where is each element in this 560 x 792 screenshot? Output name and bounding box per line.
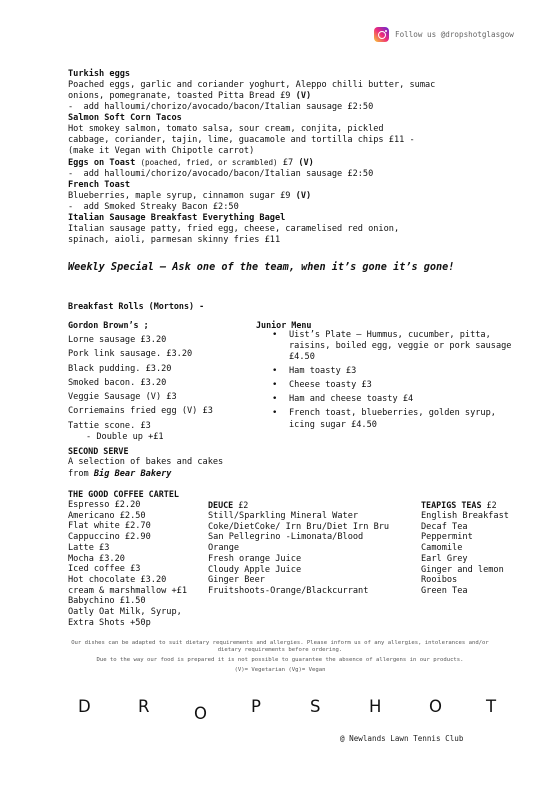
deuce-title: DEUCE xyxy=(208,500,234,510)
list-item: Smoked bacon. £3.20 xyxy=(68,377,167,388)
deuce-title-line xyxy=(208,500,418,511)
salmon-tacos-desc-3: (make it Vegan with Chipotle carrot) xyxy=(68,146,255,156)
list-item: • Ham and cheese toasty £4 xyxy=(272,394,522,405)
weekly-special: Weekly Special – Ask one of the team, when it’s gone it’s gone! xyxy=(68,262,455,273)
teapigs-price: £2 xyxy=(481,500,497,510)
breakfast-rolls-title: Breakfast Rolls (Mortons) - xyxy=(68,301,205,311)
disclaimer-line-2: Due to the way our food is prepared it is not possible to guarantee the absence of allergens in our products. xyxy=(96,657,464,663)
vegetarian-tag: (V) xyxy=(298,158,314,168)
list-item: Corriemains fried egg (V) £3 xyxy=(68,406,213,417)
deuce-section xyxy=(208,500,418,597)
french-toast-title: French Toast xyxy=(68,180,131,190)
list-item: Extra Shots +50p xyxy=(68,617,151,628)
list-item: Oatly Oat Milk, Syrup, xyxy=(68,607,182,618)
list-item: Fresh orange Juice xyxy=(208,553,302,564)
instagram-handle: Follow us @dropshotglasgow xyxy=(395,30,514,39)
logo-letter: H xyxy=(369,697,382,716)
eggs-on-toast-options: (poached, fried, or scrambled) xyxy=(140,158,278,167)
coffee-section xyxy=(68,489,208,628)
french-toast-desc-text: Blueberries, maple syrup, cinnamon sugar £9 xyxy=(68,191,296,201)
list-item: Americano £2.50 xyxy=(68,510,146,521)
turkish-eggs-desc-1: Poached eggs, garlic and coriander yoghurt, Aleppo chilli butter, sumac xyxy=(68,80,436,90)
junior-menu-list xyxy=(272,330,522,434)
list-item: Espresso £2.20 xyxy=(68,500,141,510)
second-serve-from-label: from xyxy=(68,468,94,479)
list-item: Tattie scone. £3 xyxy=(68,420,151,431)
list-item: Iced coffee £3 xyxy=(68,564,141,575)
instagram-icon xyxy=(374,27,389,42)
list-item: Camomile xyxy=(421,543,463,554)
logo-letter: D xyxy=(78,697,91,716)
list-item: Ginger Beer xyxy=(208,575,265,586)
salmon-tacos-desc-2: cabbage, coriander, tajin, lime, guacamole and tortilla chips £11 - xyxy=(68,135,415,145)
salmon-tacos-title: Salmon Soft Corn Tacos xyxy=(68,113,182,123)
list-item: Decaf Tea xyxy=(421,521,468,532)
eggs-on-toast-price: £7 xyxy=(277,158,299,168)
vegetarian-tag: (V) xyxy=(295,91,312,101)
eggs-on-toast-title: Eggs on Toast xyxy=(68,158,136,168)
second-serve-desc-text: A selection of bakes and cakes xyxy=(68,457,224,467)
coffee-title: THE GOOD COFFEE CARTEL xyxy=(68,489,179,499)
turkish-eggs-desc-2 xyxy=(68,91,528,102)
allergen-disclaimer xyxy=(60,640,500,677)
dropshot-logo xyxy=(60,697,500,723)
list-item: Lorne sausage £3.20 xyxy=(68,335,167,345)
disclaimer-line-1: Our dishes can be adapted to suit dietary requirements and allergies. Please inform us of any allergies, intolerances and/or dietary requirements before ordering. xyxy=(71,640,489,653)
list-item: Flat white £2.70 xyxy=(68,521,151,532)
turkish-eggs-title: Turkish eggs xyxy=(68,69,131,79)
teapigs-section xyxy=(421,500,551,597)
bagel-desc-1: Italian sausage patty, fried egg, cheese, caramelised red onion, xyxy=(68,224,400,234)
list-item: Pork link sausage. £3.20 xyxy=(68,349,193,360)
logo-letter: O xyxy=(194,704,207,723)
list-item: Coke/DietCoke/ Irn Bru/Diet Irn Bru xyxy=(208,521,390,532)
salmon-tacos-desc-1: Hot smokey salmon, tomato salsa, sour cream, conjita, pickled xyxy=(68,124,384,134)
list-item: • French toast, blueberries, golden syrup, icing sugar £4.50 xyxy=(272,408,522,430)
turkish-eggs-desc-2-text: onions, pomegranate, toasted Pitta Bread £9 xyxy=(68,91,296,101)
breakfast-rolls-list xyxy=(68,333,258,433)
second-serve-from xyxy=(68,469,268,481)
bagel-desc-2: spinach, aioli, parmesan skinny fries £11 xyxy=(68,235,281,245)
list-item: Still/Sparkling Mineral Water xyxy=(208,511,359,521)
list-item: San Pellegrino -Limonata/Blood xyxy=(208,532,364,543)
french-toast-desc xyxy=(68,191,528,202)
french-toast-addon: - add Smoked Streaky Bacon £2:50 xyxy=(68,202,239,212)
list-item: Fruitshoots-Orange/Blackcurrant xyxy=(208,585,369,596)
logo-letter: R xyxy=(138,697,150,716)
list-item: Cloudy Apple Juice xyxy=(208,564,302,575)
list-item: • Ham toasty £3 xyxy=(272,366,522,377)
logo-letter: T xyxy=(486,697,497,716)
list-item: English Breakfast xyxy=(421,511,509,521)
second-serve-title: SECOND SERVE xyxy=(68,446,129,456)
list-item: Peppermint xyxy=(421,532,473,543)
turkish-eggs-addon: - add halloumi/chorizo/avocado/bacon/Italian sausage £2:50 xyxy=(68,102,374,112)
main-menu xyxy=(68,69,528,246)
list-item: • Cheese toasty £3 xyxy=(272,380,522,391)
double-up-note: - Double up +£1 xyxy=(86,432,164,442)
teapigs-title: TEAPIGS TEAS xyxy=(421,500,482,510)
list-item: Cappuccino £2.90 xyxy=(68,532,151,543)
junior-menu-title: Junior Menu xyxy=(256,320,312,330)
deuce-price: £2 xyxy=(233,500,249,510)
list-item: Rooibos xyxy=(421,575,458,586)
venue-location: @ Newlands Lawn Tennis Club xyxy=(340,734,464,743)
list-item: Latte £3 xyxy=(68,542,110,553)
bakery-name: Big Bear Bakery xyxy=(93,468,172,479)
list-item: Hot chocolate £3.20 xyxy=(68,574,167,585)
list-item: cream & marshmallow +£1 xyxy=(68,585,187,596)
list-item: Green Tea xyxy=(421,585,468,596)
list-item: Mocha £3.20 xyxy=(68,553,125,564)
list-item: Ginger and lemon xyxy=(421,564,504,575)
list-item: • Uist’s Plate – Hummus, cucumber, pitta, raisins, boiled egg, veggie or pork sausage £4.50 xyxy=(272,330,522,364)
logo-letter: P xyxy=(251,697,261,716)
list-item: Orange xyxy=(208,543,240,554)
bagel-title: Italian Sausage Breakfast Everything Bagel xyxy=(68,213,286,223)
vegetarian-tag: (V) xyxy=(295,191,312,201)
list-item: Earl Grey xyxy=(421,553,468,564)
instagram-follow[interactable] xyxy=(374,27,514,42)
second-serve-desc xyxy=(68,457,268,480)
gordon-browns-title: Gordon Brown’s ; xyxy=(68,320,149,330)
dietary-key: (V)= Vegetarian (Vg)= Vegan xyxy=(234,667,326,673)
eggs-on-toast-addon: - add halloumi/chorizo/avocado/bacon/Italian sausage £2:50 xyxy=(68,169,374,179)
logo-letter: O xyxy=(429,697,442,716)
list-item: Black pudding. £3.20 xyxy=(68,363,172,374)
list-item: Babychino £1.50 xyxy=(68,596,146,607)
teapigs-title-line xyxy=(421,500,551,511)
list-item: Veggie Sausage (V) £3 xyxy=(68,392,177,403)
logo-letter: S xyxy=(310,697,321,716)
eggs-on-toast-line xyxy=(68,157,528,169)
